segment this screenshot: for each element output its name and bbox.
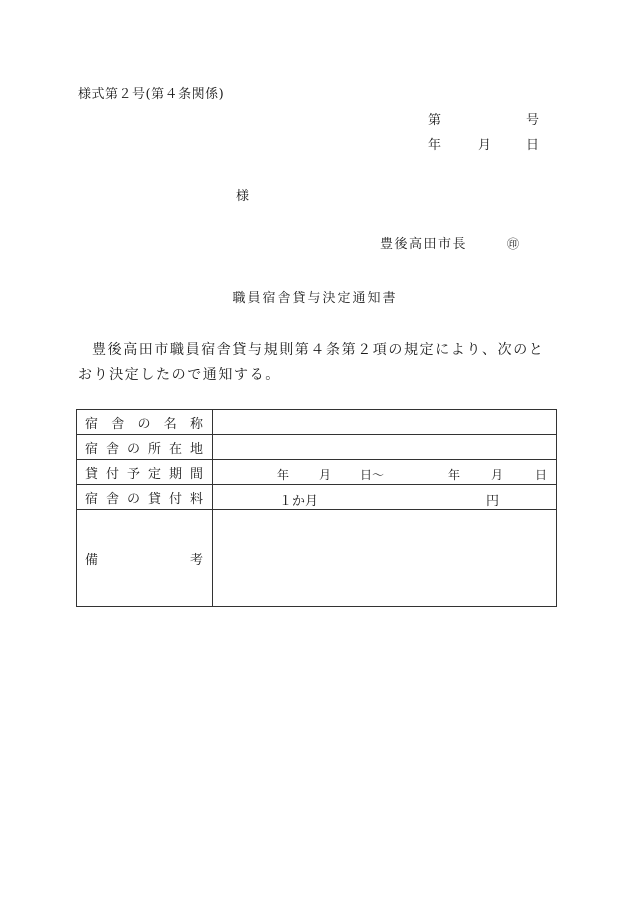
table-row-remarks [77, 510, 557, 607]
period-end-day: 日 [535, 468, 548, 482]
period-start-month: 月 [319, 468, 332, 482]
body-text: 豊後高田市職員宿舎貸与規則第４条第２項の規定により、次のとおり決定したので通知する。 [78, 342, 545, 383]
period-start-year: 年 [277, 468, 290, 482]
lending-period-value [213, 460, 557, 485]
table-row-housing-location [77, 435, 557, 460]
housing-location-label: 宿舎の所在地 [77, 435, 213, 460]
period-end-month: 月 [491, 468, 504, 482]
table-row-lending-period [77, 460, 557, 485]
table-row-rent [77, 485, 557, 510]
seal-mark: ㊞ [507, 237, 520, 251]
period-end-year: 年 [448, 468, 461, 482]
addressee-honorific: 様 [236, 189, 250, 204]
date-year-label: 年 [428, 138, 442, 153]
document-number-suffix: 号 [526, 113, 540, 128]
housing-name-value [213, 410, 557, 435]
table-row-housing-name [77, 410, 557, 435]
rent-unit: 円 [486, 494, 500, 509]
document-title: 職員宿舎貸与決定通知書 [232, 291, 398, 306]
period-start-day: 日～ [360, 468, 385, 482]
date-month-label: 月 [478, 138, 492, 153]
remarks-value [213, 510, 557, 607]
date-day-label: 日 [526, 138, 540, 153]
rent-value [213, 485, 557, 510]
housing-name-label: 宿舎の名称 [77, 410, 213, 435]
housing-location-value [213, 435, 557, 460]
remarks-label: 備考 [77, 510, 213, 607]
lending-period-label: 貸付予定期間 [77, 460, 213, 485]
document-number-prefix: 第 [428, 113, 442, 128]
rent-period: １か月 [279, 494, 319, 509]
form-number: 様式第２号(第４条関係) [78, 87, 225, 102]
info-table [76, 409, 557, 607]
issuer-title: 豊後高田市長 [380, 237, 468, 252]
rent-label: 宿舎の貸付料 [77, 485, 213, 510]
